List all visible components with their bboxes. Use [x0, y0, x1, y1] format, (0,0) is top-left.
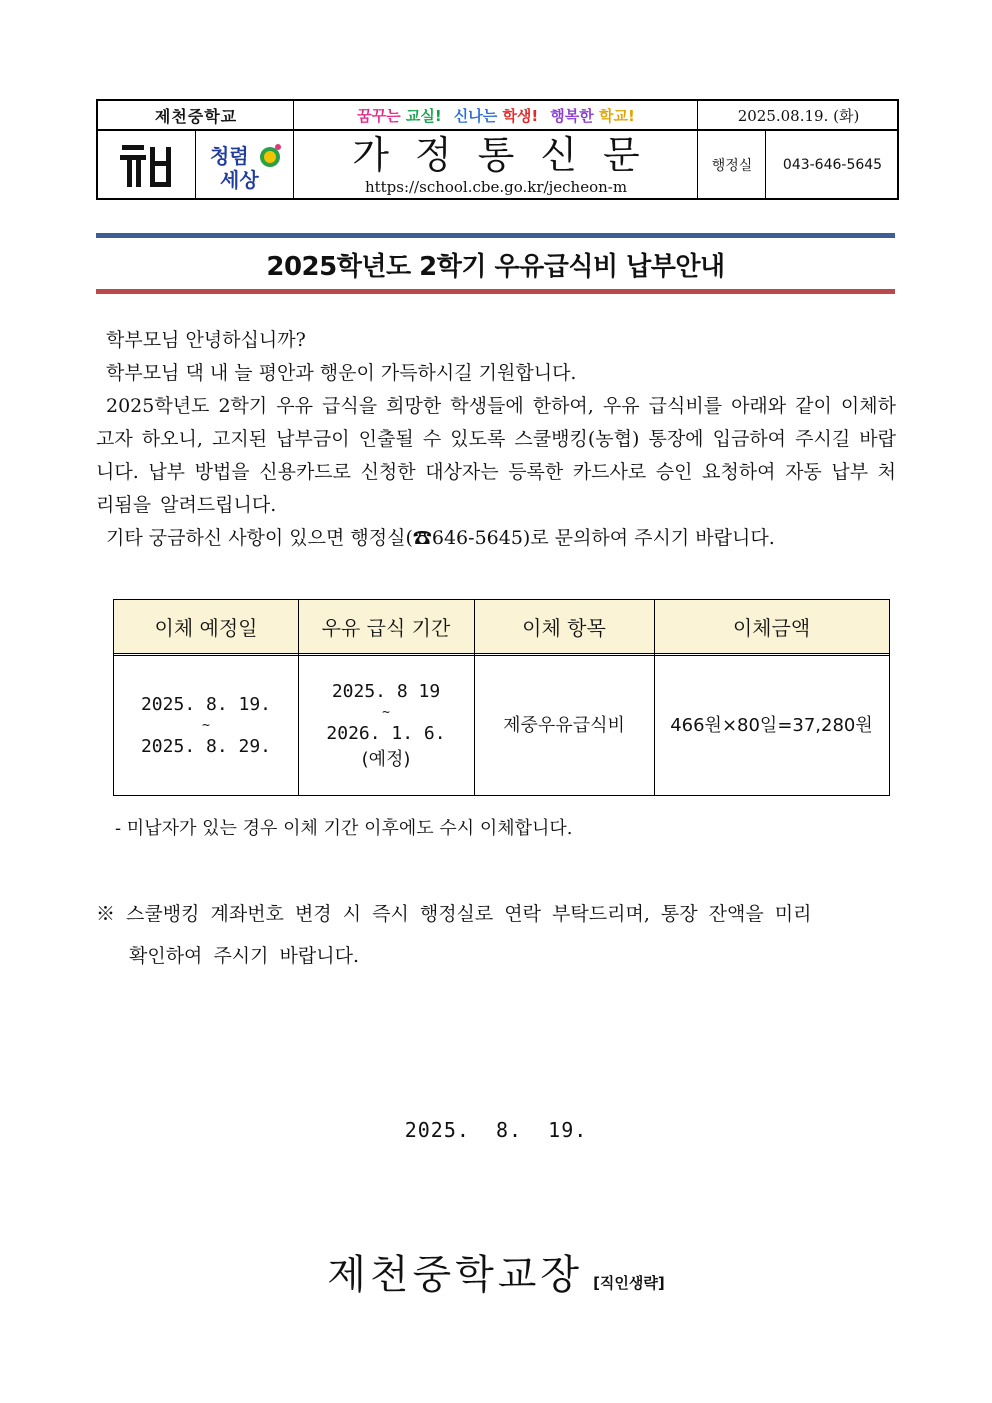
- newsletter-title: 가정통신문: [352, 132, 666, 177]
- integrity-logo: [196, 129, 294, 200]
- milk-period-cell: [298, 656, 474, 795]
- header-transfer-amount: 이체금액: [732, 616, 811, 640]
- transfer-end-date: 2025. 8. 29.: [140, 735, 272, 757]
- transfer-amount-cell: 466원×80일=37,280원: [670, 714, 873, 736]
- header-transfer-item: 이체 항목: [522, 616, 606, 640]
- svg-text:세상: 세상: [220, 167, 259, 192]
- signature-date: 2025. 8. 19.: [404, 1118, 588, 1142]
- transfer-item-cell: 제중우유급식비: [503, 714, 625, 736]
- motto-phrase: 꿈꾸는 교실!: [357, 106, 442, 125]
- header-milk-period: 우유 급식 기간: [321, 616, 451, 640]
- range-separator: ~: [382, 704, 390, 720]
- signature-block: [0, 1243, 992, 1300]
- headline-bottom-rule: [96, 289, 895, 294]
- contact-text: 기타 궁금하신 사항이 있으면 행정실(☎646-5645)로 문의하여 주시기 바랍니다.: [106, 527, 775, 549]
- integrity-logo-icon: [206, 137, 284, 193]
- header-transfer-date: 이체 예정일: [154, 616, 258, 640]
- period-note: (예정): [361, 748, 411, 770]
- newsletter-header: [96, 99, 899, 200]
- school-url[interactable]: https://school.cbe.go.kr/jecheon-m: [364, 177, 628, 196]
- transfer-date-cell: [114, 656, 298, 795]
- period-end-date: 2026. 1. 6.: [326, 722, 446, 744]
- range-separator: ~: [202, 717, 210, 733]
- school-logo: [98, 129, 196, 200]
- body-paragraph: 2025학년도 2학기 우유 급식을 희망한 학생들에 한하여, 우유 급식비를 아래와 같이 이체하고자 하오니, 고지된 납부금이 인출될 수 있도록 스쿨뱅킹(농협) 통장에 입금하여 주시길 바랍니다. 납부 방법을 신용카드로 신청한 대상자는 등록한 카드사로 승인 요청하여 자동 납부 처리됨을 알려드립니다.: [96, 395, 896, 516]
- wish-text: 학부모님 댁 내 늘 평안과 행운이 가득하시길 기원합니다.: [106, 362, 577, 384]
- school-name: 제천중학교: [154, 106, 238, 126]
- motto-phrase: 행복한 학교!: [550, 106, 635, 125]
- motto-phrase: 신나는 학생!: [453, 106, 539, 125]
- payment-schedule-table: [113, 599, 890, 796]
- svg-text:청렴: 청렴: [210, 143, 249, 168]
- newsletter-title-block: [294, 129, 698, 200]
- greeting-text: 학부모님 안녕하십니까?: [106, 329, 306, 351]
- account-change-note: [96, 893, 896, 977]
- unpaid-note: - 미납자가 있는 경우 이체 기간 이후에도 수시 이체합니다.: [115, 818, 573, 839]
- headline-top-rule: [96, 233, 895, 238]
- school-logo-icon: [118, 139, 176, 191]
- school-motto: [294, 101, 698, 129]
- period-start-date: 2025. 8 19: [331, 680, 441, 702]
- office-phone: 043-646-5645: [782, 156, 883, 173]
- principal-title: 제천중학교장: [327, 1252, 584, 1298]
- transfer-start-date: 2025. 8. 19.: [140, 693, 272, 715]
- notice-headline: 2025학년도 2학기 우유급식비 납부안내: [266, 251, 725, 282]
- seal-omitted-note: [직인생략]: [593, 1274, 665, 1292]
- office-label: 행정실: [711, 157, 753, 174]
- account-note-line: 확인하여 주시기 바랍니다.: [129, 945, 360, 967]
- issue-date: 2025.08.19. (화): [737, 106, 860, 125]
- account-note-line: ※ 스쿨뱅킹 계좌번호 변경 시 즉시 행정실로 연락 부탁드리며, 통장 잔액을 미리: [96, 903, 812, 925]
